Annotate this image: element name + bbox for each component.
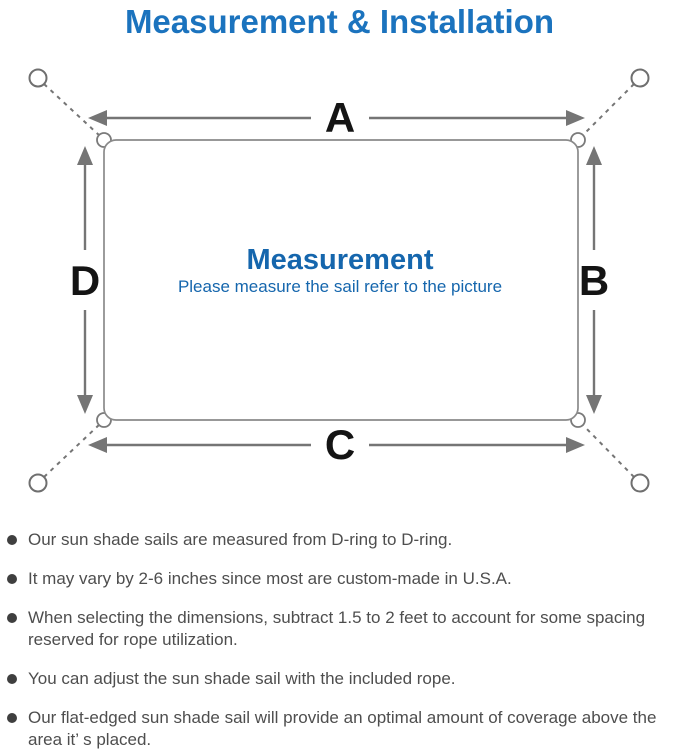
list-item bbox=[7, 707, 673, 751]
dimension-label-a: A bbox=[324, 94, 356, 141]
rope-bottom-right bbox=[581, 423, 634, 477]
note-text: You can adjust the sun shade sail with the included rope. bbox=[28, 669, 456, 688]
dimension-label-c: C bbox=[324, 421, 356, 468]
bullet-icon bbox=[7, 535, 17, 545]
list-item bbox=[7, 568, 673, 590]
note-text: Our sun shade sails are measured from D-ring to D-ring. bbox=[28, 530, 453, 549]
anchor-ring-top-left-icon bbox=[30, 70, 47, 87]
sail-measurement-diagram bbox=[0, 60, 679, 500]
anchor-ring-top-right-icon bbox=[632, 70, 649, 87]
center-subtitle: Please measure the sail refer to the picture bbox=[177, 277, 503, 296]
anchor-ring-bottom-right-icon bbox=[632, 475, 649, 492]
list-item bbox=[7, 607, 673, 651]
list-item bbox=[7, 529, 673, 551]
rope-bottom-left bbox=[44, 423, 101, 477]
page-title: Measurement & Installation bbox=[124, 3, 555, 40]
rope-top-right bbox=[581, 84, 634, 137]
note-text: It may vary by 2-6 inches since most are custom-made in U.S.A. bbox=[28, 569, 512, 588]
anchor-ring-bottom-left-icon bbox=[30, 475, 47, 492]
dimension-label-b: B bbox=[578, 257, 610, 304]
diagram-svg bbox=[0, 60, 679, 500]
rope-top-left bbox=[44, 84, 101, 137]
bullet-icon bbox=[7, 574, 17, 584]
bullet-icon bbox=[7, 674, 17, 684]
note-text: Our flat-edged sun shade sail will provide an optimal amount of coverage above the area it’ s placed. bbox=[28, 708, 657, 749]
bullet-icon bbox=[7, 713, 17, 723]
dimension-label-d: D bbox=[69, 257, 101, 304]
note-text: When selecting the dimensions, subtract 1.5 to 2 feet to account for some spacing reserved for rope utilization. bbox=[28, 608, 646, 649]
center-heading: Measurement bbox=[246, 244, 434, 276]
list-item bbox=[7, 668, 673, 690]
bullet-icon bbox=[7, 613, 17, 623]
notes-list bbox=[0, 529, 679, 751]
